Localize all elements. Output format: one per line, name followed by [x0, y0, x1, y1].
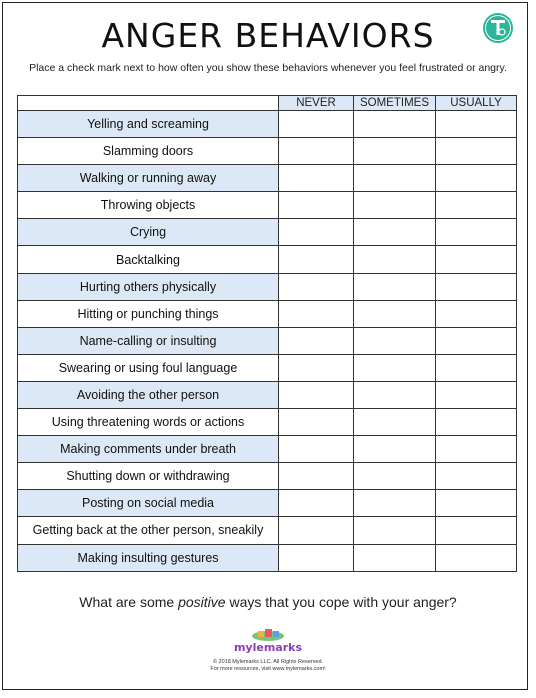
checkbox-cell-sometimes[interactable]: [354, 219, 436, 246]
checkbox-cell-never[interactable]: [279, 544, 354, 571]
checkbox-cell-never[interactable]: [279, 246, 354, 273]
behavior-label: Throwing objects: [18, 192, 279, 219]
checkbox-cell-usually[interactable]: [436, 273, 517, 300]
behavior-row: [18, 463, 517, 490]
checkbox-cell-never[interactable]: [279, 490, 354, 517]
behavior-row: [18, 165, 517, 192]
question-text-start: What are some: [79, 594, 179, 610]
checkbox-cell-sometimes[interactable]: [354, 409, 436, 436]
checkbox-cell-sometimes[interactable]: [354, 381, 436, 408]
checkbox-cell-never[interactable]: [279, 273, 354, 300]
behavior-row: [18, 246, 517, 273]
checkbox-cell-sometimes[interactable]: [354, 354, 436, 381]
behavior-row: [18, 409, 517, 436]
checkbox-cell-usually[interactable]: [436, 111, 517, 138]
behavior-label: Shutting down or withdrawing: [18, 463, 279, 490]
behavior-row: [18, 436, 517, 463]
behavior-label: Making insulting gestures: [18, 544, 279, 571]
behavior-label: Making comments under breath: [18, 436, 279, 463]
checkbox-cell-usually[interactable]: [436, 409, 517, 436]
behavior-label: Hurting others physically: [18, 273, 279, 300]
checkbox-cell-usually[interactable]: [436, 490, 517, 517]
behavior-row: [18, 490, 517, 517]
checkbox-cell-usually[interactable]: [436, 300, 517, 327]
checkbox-cell-never[interactable]: [279, 517, 354, 544]
checkbox-cell-usually[interactable]: [436, 138, 517, 165]
svg-text:mylemarks: mylemarks: [233, 641, 303, 654]
checkbox-cell-never[interactable]: [279, 192, 354, 219]
behavior-label: Yelling and screaming: [18, 111, 279, 138]
checkbox-cell-never[interactable]: [279, 300, 354, 327]
column-header-never: NEVER: [279, 96, 354, 111]
checkbox-cell-never[interactable]: [279, 165, 354, 192]
checkbox-cell-never[interactable]: [279, 436, 354, 463]
behavior-row: [18, 138, 517, 165]
behavior-row: [18, 381, 517, 408]
checkbox-cell-sometimes[interactable]: [354, 246, 436, 273]
instructions: Place a check mark next to how often you show these behaviors whenever you feel frustrated or angry.: [29, 62, 507, 74]
behavior-label: Swearing or using foul language: [18, 354, 279, 381]
header-row: [18, 96, 517, 111]
checkbox-cell-usually[interactable]: [436, 327, 517, 354]
checkbox-cell-never[interactable]: [279, 381, 354, 408]
behavior-row: [18, 300, 517, 327]
mylemarks-logo: [218, 626, 318, 656]
column-header-sometimes: SOMETIMES: [354, 96, 436, 111]
checkbox-cell-sometimes[interactable]: [354, 490, 436, 517]
behavior-label: Slamming doors: [18, 138, 279, 165]
behavior-label: Backtalking: [18, 246, 279, 273]
behavior-row: [18, 192, 517, 219]
behavior-table: [17, 95, 517, 572]
checkbox-cell-usually[interactable]: [436, 381, 517, 408]
question-text-end: ways that you cope with your anger?: [225, 594, 457, 610]
checkbox-cell-never[interactable]: [279, 219, 354, 246]
checkbox-cell-sometimes[interactable]: [354, 544, 436, 571]
checkbox-cell-sometimes[interactable]: [354, 300, 436, 327]
checkbox-cell-usually[interactable]: [436, 165, 517, 192]
checkbox-cell-usually[interactable]: [436, 354, 517, 381]
checkbox-cell-usually[interactable]: [436, 436, 517, 463]
checkbox-cell-usually[interactable]: [436, 246, 517, 273]
checkbox-cell-never[interactable]: [279, 409, 354, 436]
checkbox-cell-usually[interactable]: [436, 192, 517, 219]
checkbox-cell-never[interactable]: [279, 463, 354, 490]
checkbox-cell-sometimes[interactable]: [354, 463, 436, 490]
copyright-footer: [0, 659, 536, 673]
behavior-rows: [18, 111, 517, 572]
checkbox-cell-sometimes[interactable]: [354, 436, 436, 463]
question-emphasis: positive: [178, 594, 226, 610]
behavior-label: Avoiding the other person: [18, 381, 279, 408]
copyright-text: © 2018 Mylemarks LLC. All Rights Reserved.: [212, 659, 324, 665]
behavior-column-header: [18, 96, 279, 111]
behavior-label: Name-calling or insulting: [18, 327, 279, 354]
checkbox-cell-sometimes[interactable]: [354, 327, 436, 354]
behavior-label: Posting on social media: [18, 490, 279, 517]
behavior-label: Using threatening words or actions: [18, 409, 279, 436]
behavior-row: [18, 544, 517, 571]
column-header-usually: USUALLY: [436, 96, 517, 111]
reflection-question: [0, 594, 536, 610]
checkbox-cell-usually[interactable]: [436, 463, 517, 490]
behavior-label: Walking or running away: [18, 165, 279, 192]
checkbox-cell-never[interactable]: [279, 138, 354, 165]
page-title: ANGER BEHAVIORS: [101, 16, 435, 55]
behavior-label: Getting back at the other person, sneakily: [18, 517, 279, 544]
checkbox-cell-sometimes[interactable]: [354, 111, 436, 138]
checkbox-cell-never[interactable]: [279, 111, 354, 138]
behavior-row: [18, 327, 517, 354]
checkbox-cell-sometimes[interactable]: [354, 138, 436, 165]
resources-link[interactable]: For more resources, visit www.mylemarks.com!: [210, 666, 326, 672]
checkbox-cell-sometimes[interactable]: [354, 273, 436, 300]
checkbox-cell-usually[interactable]: [436, 517, 517, 544]
behavior-row: [18, 354, 517, 381]
behavior-label: Hitting or punching things: [18, 300, 279, 327]
behavior-row: [18, 273, 517, 300]
checkbox-cell-usually[interactable]: [436, 544, 517, 571]
checkbox-cell-usually[interactable]: [436, 219, 517, 246]
behavior-label: Crying: [18, 219, 279, 246]
behavior-row: [18, 111, 517, 138]
behavior-row: [18, 219, 517, 246]
checkbox-cell-sometimes[interactable]: [354, 517, 436, 544]
checkbox-cell-sometimes[interactable]: [354, 192, 436, 219]
checkbox-cell-sometimes[interactable]: [354, 165, 436, 192]
checkbox-cell-never[interactable]: [279, 327, 354, 354]
behavior-row: [18, 517, 517, 544]
therapist-badge-icon: [482, 12, 514, 44]
checkbox-cell-never[interactable]: [279, 354, 354, 381]
